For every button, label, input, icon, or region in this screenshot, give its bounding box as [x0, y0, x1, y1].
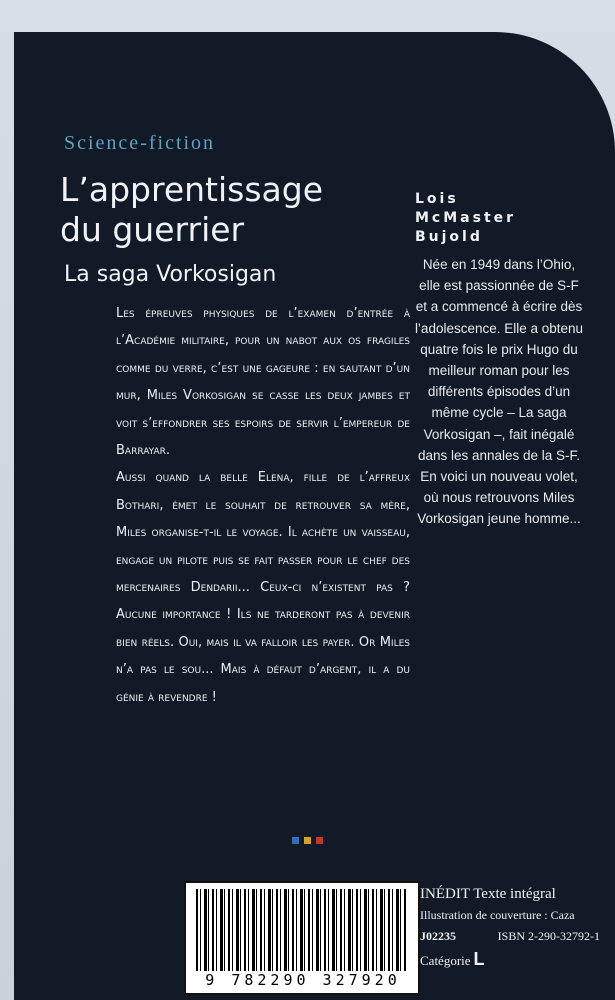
isbn-text: ISBN 2-290-32792-1	[497, 929, 600, 943]
book-title-line: du guerrier	[60, 210, 245, 249]
barcode-bars	[196, 889, 408, 971]
category-row	[420, 949, 600, 970]
edition-label: INÉDIT Texte intégral	[420, 886, 556, 902]
synopsis	[116, 300, 410, 711]
code-isbn-row	[420, 929, 600, 944]
yellow-dot	[304, 837, 311, 844]
illustration-credit: Illustration de couverture : Caza	[420, 908, 575, 922]
author-name-line: Lois	[415, 191, 459, 207]
author-name	[415, 190, 516, 247]
barcode-number: 9 782290 327920	[205, 971, 401, 989]
blue-dot	[292, 837, 299, 844]
book-title-line: L’apprentissage	[60, 170, 324, 209]
decorative-dots	[292, 837, 323, 844]
author-name-line: Bujold	[415, 229, 483, 245]
isbn-barcode	[184, 881, 420, 995]
catalog-code: J02235	[420, 929, 456, 943]
synopsis-paragraph: Aussi quand la belle Elena, fille de l’affreux Bothari, émet le souhait de retrouver sa mère, Miles organise-t-il le voyage. Il achète un vaisseau, engage un pilote puis se fait passer pour le chef des mercenaires Dendarii... Ceux-ci n’existent pas ? Aucune importance ! Ils ne tarderont pas à devenir bien réels. Oui, mais il va falloir les payer. Or Miles n’a pas le sou... Mais à défaut d’argent, il a du génie à revendre !	[116, 470, 410, 705]
series-name: La saga Vorkosigan	[64, 262, 277, 287]
synopsis-paragraph: Les épreuves physiques de l’examen d’entrée à l’Académie militaire, pour un nabot aux os fragiles comme du verre, c’est une gageure : en sautant d’un mur, Miles Vorkosigan se casse les deux jambes et voit s’effondrer ses espoirs de servir l’empereur de Barrayar.	[116, 306, 410, 459]
publisher-info	[420, 886, 600, 970]
genre-label: Science-fiction	[64, 132, 216, 154]
author-name-line: McMaster	[415, 210, 517, 226]
category-label: Catégorie	[420, 953, 471, 968]
category-letter: L	[473, 949, 485, 969]
red-dot	[316, 837, 323, 844]
author-bio: Née en 1949 dans l’Ohio, elle est passionnée de S-F et a commencé à écrire dès l’adolescence. Elle a obtenu quatre fois le prix Hugo du meilleur roman pour les différents épisodes d’un même cycle – La saga Vorkosigan –, fait inégalé dans les annales de la S-F. En voici un nouveau volet, où nous retrouvons Miles Vorkosigan jeune homme...	[414, 257, 584, 527]
book-title	[60, 170, 420, 250]
